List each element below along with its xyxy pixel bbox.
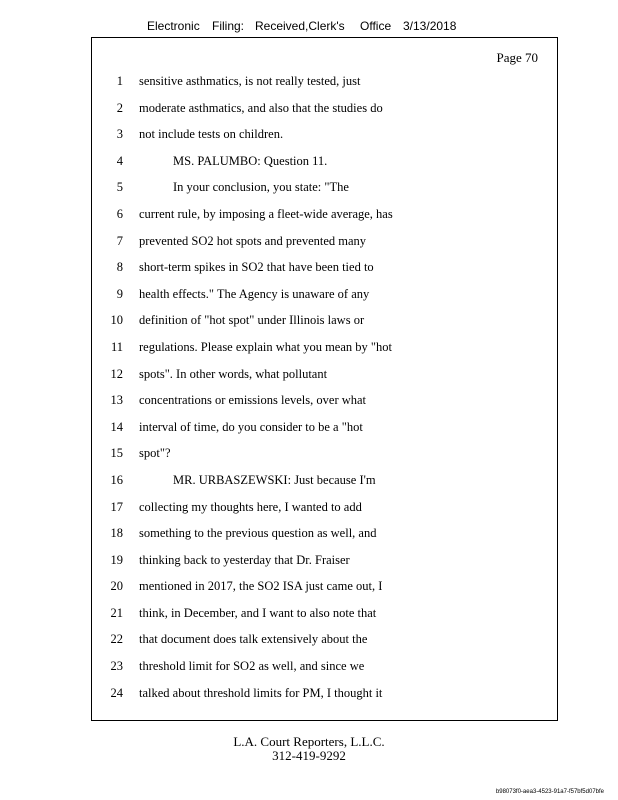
line-number: 13 [110, 393, 123, 408]
page-number: Page 70 [496, 50, 538, 65]
line-number: 4 [116, 153, 123, 168]
line-text: thinking back to yesterday that Dr. Fraiser [139, 552, 350, 567]
transcript-line [91, 440, 558, 467]
line-number: 19 [110, 552, 123, 567]
line-text: think, in December, and I want to also note that [139, 605, 377, 620]
court-reporter-name: L.A. Court Reporters, L.L.C. [233, 734, 385, 749]
line-number: 18 [110, 526, 123, 541]
line-number: 24 [110, 685, 123, 700]
line-text: short-term spikes in SO2 that have been tied to [139, 260, 374, 275]
transcript-line [91, 467, 558, 494]
line-number: 14 [110, 419, 123, 434]
transcript-line [91, 201, 558, 228]
line-text: MS. PALUMBO: Question 11. [173, 153, 328, 168]
line-number: 20 [110, 579, 123, 594]
line-text: prevented SO2 hot spots and prevented many [139, 233, 367, 248]
line-number: 6 [116, 206, 123, 221]
transcript-line [91, 600, 558, 627]
transcript-line [91, 148, 558, 175]
line-text: concentrations or emissions levels, over what [139, 393, 367, 408]
line-text: health effects." The Agency is unaware of any [139, 286, 370, 301]
line-text: current rule, by imposing a fleet-wide average, has [139, 206, 393, 221]
line-text: spot"? [139, 446, 171, 461]
court-reporter-phone: 312-419-9292 [272, 748, 346, 763]
line-number: 16 [110, 472, 123, 487]
transcript-line [91, 361, 558, 388]
line-number: 21 [110, 605, 123, 620]
line-number: 22 [110, 632, 123, 647]
line-number: 7 [116, 233, 123, 248]
line-number: 15 [110, 446, 123, 461]
filing-stamp-office: Office [360, 19, 392, 33]
line-number: 23 [110, 659, 123, 674]
transcript-line [91, 174, 558, 201]
line-text: something to the previous question as well, and [139, 526, 377, 541]
transcript-body [91, 68, 558, 706]
line-number: 3 [116, 127, 123, 142]
transcript-line [91, 387, 558, 414]
filing-stamp-header [0, 19, 618, 39]
line-text: regulations. Please explain what you mean by "hot [139, 339, 392, 354]
line-number: 11 [110, 339, 123, 354]
filing-stamp-filing: Filing: [212, 19, 245, 33]
filing-stamp-date: 3/13/2018 [403, 19, 457, 33]
transcript-line [91, 520, 558, 547]
line-text: moderate asthmatics, and also that the studies do [139, 100, 383, 115]
transcript-line [91, 121, 558, 148]
transcript-line [91, 95, 558, 122]
transcript-line [91, 494, 558, 521]
line-text: MR. URBASZEWSKI: Just because I'm [173, 472, 376, 487]
document-id: b98073f0-aea3-4523-91a7-f57bf5d07bfe [495, 789, 604, 795]
line-text: threshold limit for SO2 as well, and since we [139, 659, 365, 674]
line-text: mentioned in 2017, the SO2 ISA just came out, I [139, 579, 383, 594]
transcript-line [91, 573, 558, 600]
line-text: definition of "hot spot" under Illinois laws or [139, 313, 365, 328]
transcript-line [91, 228, 558, 255]
transcript-line [91, 281, 558, 308]
line-number: 17 [110, 499, 123, 514]
line-number: 1 [116, 74, 123, 88]
transcript-line [91, 653, 558, 680]
transcript-line [91, 307, 558, 334]
transcript-line [91, 547, 558, 574]
line-text: collecting my thoughts here, I wanted to add [139, 499, 362, 514]
line-text: interval of time, do you consider to be a "hot [139, 419, 363, 434]
transcript-line [91, 254, 558, 281]
line-number: 9 [116, 286, 123, 301]
transcript-line [91, 414, 558, 441]
line-number: 10 [110, 313, 123, 328]
line-text: In your conclusion, you state: "The [173, 180, 349, 195]
line-text: not include tests on children. [139, 127, 284, 142]
transcript-line [91, 626, 558, 653]
line-number: 12 [110, 366, 123, 381]
line-text: spots". In other words, what pollutant [139, 366, 328, 381]
filing-stamp-electronic: Electronic [147, 19, 200, 33]
line-number: 5 [116, 180, 123, 195]
line-number: 2 [116, 100, 123, 115]
line-text: sensitive asthmatics, is not really tested, just [139, 74, 361, 88]
line-text: that document does talk extensively about the [139, 632, 368, 647]
transcript-line [91, 68, 558, 95]
transcript-line [91, 334, 558, 361]
transcript-line [91, 680, 558, 707]
filing-stamp-received: Received,Clerk's [255, 19, 345, 33]
line-number: 8 [116, 260, 123, 275]
line-text: talked about threshold limits for PM, I thought it [139, 685, 383, 700]
